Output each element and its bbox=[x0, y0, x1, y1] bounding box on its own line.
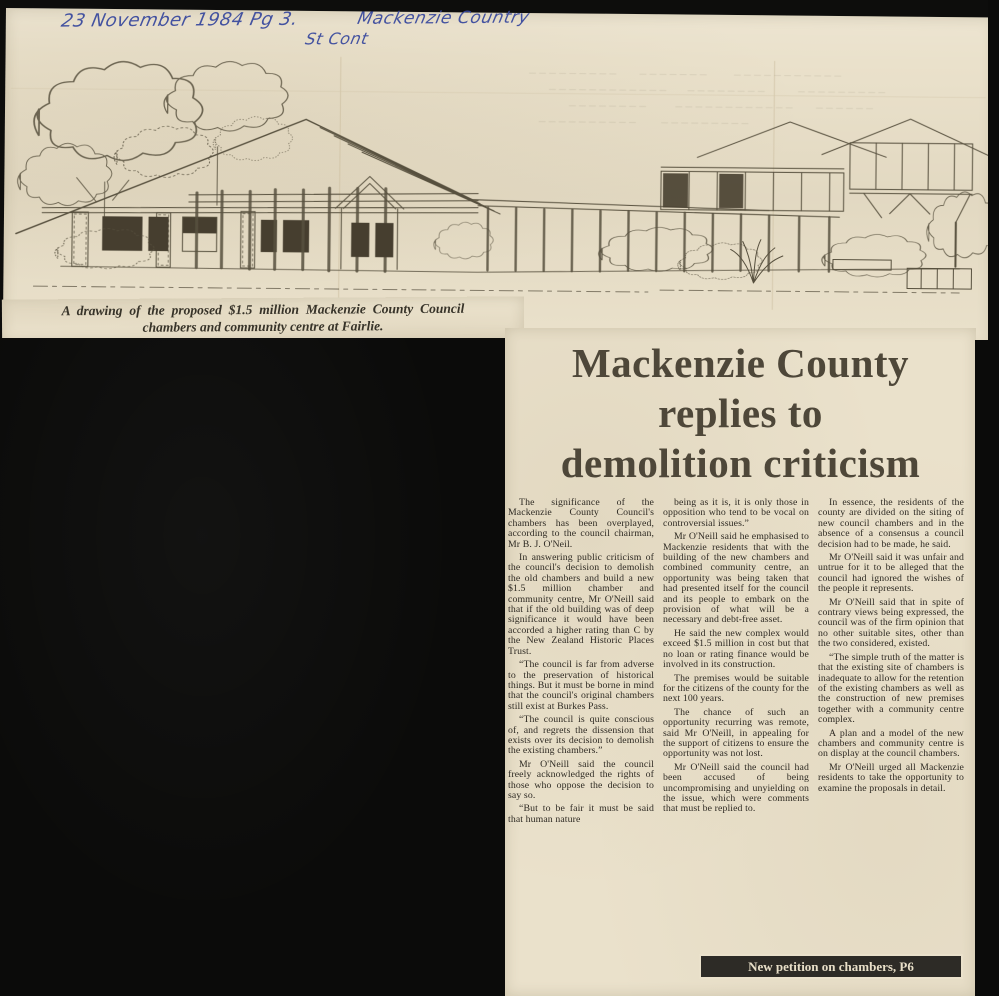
article-paragraph: being as it is, it is only those in opposition who tend to be vocal on controversial issues.” bbox=[663, 498, 809, 529]
article-paragraph: Mr O'Neill said that in spite of contrary views being expressed, the council was of the firm opinion that no other suitable sites, other than the two considered, existed. bbox=[818, 596, 964, 650]
article-paragraph: The chance of such an opportunity recurring was remote, said Mr O'Neill, in appealing for the support of citizens to ensure the opportunity was not lost. bbox=[663, 706, 809, 760]
article-paragraph: In essence, the residents of the county are divided on the siting of new council chambers and in the absence of a consensus a council decision had to be made, he said. bbox=[818, 498, 964, 550]
article-clipping bbox=[505, 328, 976, 996]
handwritten-date-note: 23 November 1984 Pg 3. bbox=[59, 8, 301, 32]
teaser-label: New petition on chambers, P6 bbox=[748, 959, 914, 974]
caption-line-1: A drawing of the proposed $1.5 million Mackenzie County Council bbox=[61, 300, 465, 319]
article-paragraph: “But to be fair it must be said that human nature bbox=[508, 803, 654, 825]
article-paragraph: Mr O'Neill said the council had been accused of being uncompromising and unyielding on the issue, which were comments that must be replied to. bbox=[663, 761, 809, 815]
handwritten-title-note: Mackenzie Country bbox=[355, 7, 532, 29]
article-paragraph: “The council is quite conscious of, and regrets the dissension that exists over its decision to demolish the existing chambers.” bbox=[508, 714, 654, 757]
handwritten-cont-note: St Cont bbox=[303, 28, 371, 49]
article-column-3 bbox=[818, 498, 964, 954]
article-paragraph: The significance of the Mackenzie County Council's chambers has been overplayed, according to the council chairman, Mr B. J. O'Neil. bbox=[508, 498, 654, 550]
headline-line-1: Mackenzie County bbox=[571, 340, 910, 386]
article-paragraph: Mr O'Neill said it was unfair and untrue for it to be alleged that the council had ignored the wishes of the people it represents. bbox=[818, 552, 964, 595]
scan-black-edge-top bbox=[988, 0, 999, 340]
article-paragraph: Mr O'Neill said the council freely acknowledged the rights of those who oppose the decision to say so. bbox=[508, 758, 654, 801]
article-paragraph: Mr O'Neill urged all Mackenzie residents to take the opportunity to examine the proposals in detail. bbox=[818, 761, 964, 794]
article-paragraph: “The simple truth of the matter is that the existing site of chambers is inadequate to allow for the retention of the existing chambers as well as the construction of new premises together with a community centre complex. bbox=[818, 651, 964, 726]
caption-strip bbox=[2, 296, 524, 341]
article-paragraph: Mr O'Neill said he emphasised to Mackenzie residents that with the building of the new chambers and combined community centre, an opportunity was being taken that had presented itself for the council and its people to embark on the provision of what will be a necessary and debt-free asset. bbox=[663, 531, 809, 626]
article-paragraph: A plan and a model of the new chambers and community centre is on display at the council chambers. bbox=[818, 727, 964, 760]
article-paragraph: The premises would be suitable for the citizens of the county for the next 100 years. bbox=[663, 672, 809, 705]
article-paragraph: He said the new complex would exceed $1.5 million in cost but that no loan or rating finance would be involved in its construction. bbox=[663, 627, 809, 671]
headline-line-3: demolition criticism bbox=[560, 440, 921, 486]
article-paragraph: “The council is far from adverse to the preservation of historical things. But it must be borne in mind that the council's original chambers still exist at Burkes Pass. bbox=[508, 659, 654, 712]
building-drawing bbox=[5, 52, 989, 313]
article-column-2 bbox=[663, 498, 809, 954]
article-columns bbox=[508, 498, 964, 954]
teaser-bar bbox=[701, 956, 961, 977]
scan-black-edge-bottom bbox=[975, 340, 999, 996]
article-column-1 bbox=[508, 498, 654, 954]
scan-black-region bbox=[0, 338, 505, 996]
article-paragraph: In answering public criticism of the council's decision to demolish the old chambers and build a new $1.5 million chamber and community centre, Mr O'Neill said that if the old building was of deep significance it would have been accorded a higher rating than C by the New Zealand Historic Places Trust. bbox=[508, 552, 654, 657]
headline bbox=[505, 328, 976, 488]
headline-line-2: replies to bbox=[658, 390, 823, 436]
caption-line-2: chambers and community centre at Fairlie. bbox=[142, 318, 384, 335]
